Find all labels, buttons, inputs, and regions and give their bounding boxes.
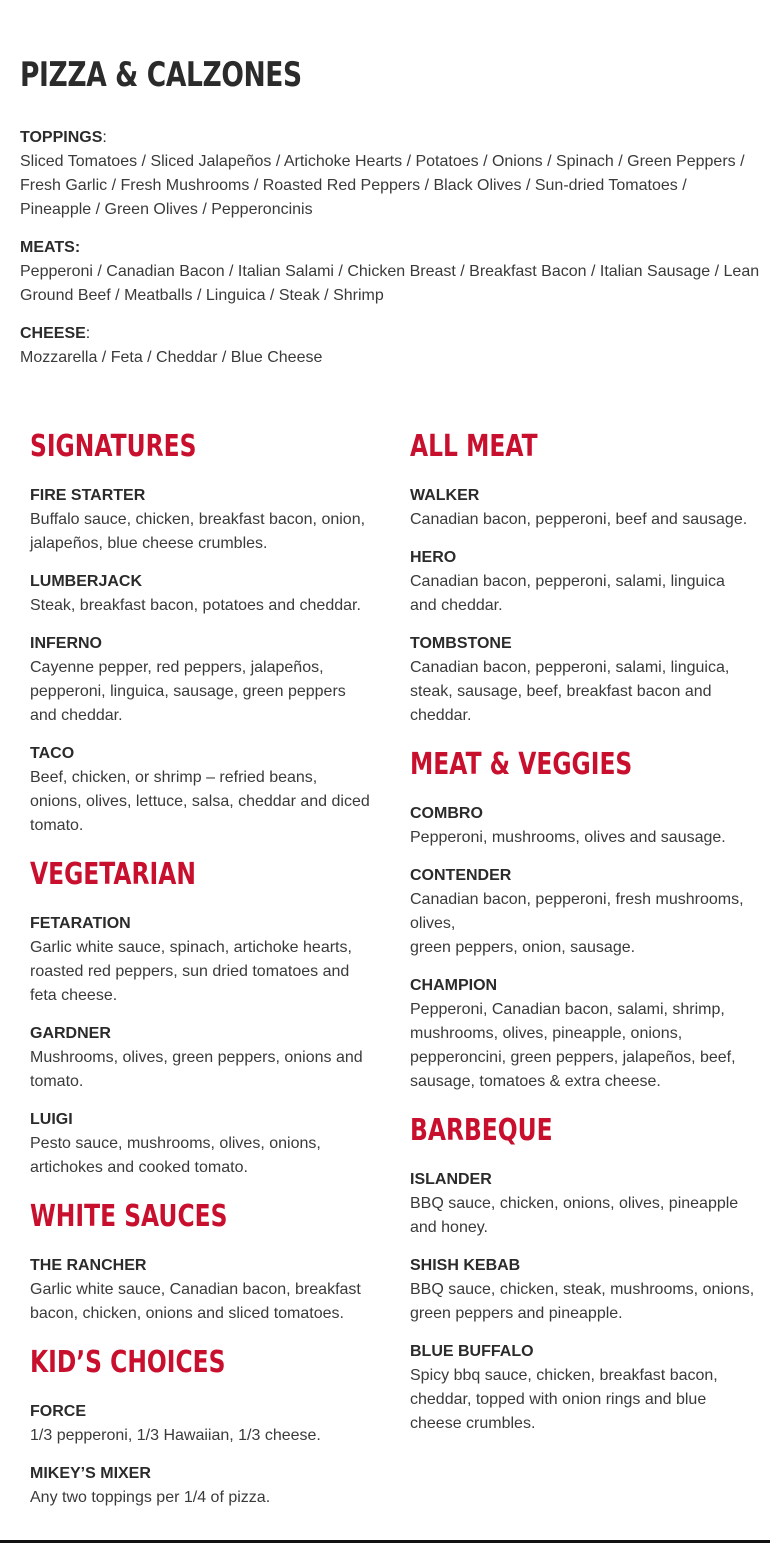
menu-item-shish-kebab [410, 1254, 755, 1326]
section-title-barbeque: BARBEQUE [410, 1113, 553, 1148]
toppings-group [20, 126, 760, 222]
menu-item-name: FORCE [30, 1403, 86, 1420]
section-title-meat-veggies: MEAT & VEGGIES [410, 747, 633, 782]
menu-item-description: Garlic white sauce, Canadian bacon, breakfast bacon, chicken, onions and sliced tomatoes. [30, 1281, 361, 1322]
menu-item-champion [410, 974, 755, 1094]
menu-item-name: MIKEY’S MIXER [30, 1465, 151, 1482]
menu-item-description: BBQ sauce, chicken, onions, olives, pineapple and honey. [410, 1195, 739, 1236]
right-menu-column [410, 424, 755, 1450]
toppings-list: Sliced Tomatoes / Sliced Jalapeños / Artichoke Hearts / Potatoes / Onions / Spinach / Green Peppers / Fresh Garlic / Fresh Mushrooms / Roasted Red Peppers / Black Olives / Sun-dried Tomatoes / Pineapple / Green Olives / Pepperoncinis [20, 153, 745, 218]
menu-item-islander [410, 1168, 755, 1240]
menu-item-name: SHISH KEBAB [410, 1257, 521, 1274]
menu-item-description: Canadian bacon, pepperoni, beef and sausage. [410, 511, 748, 528]
menu-item-hero [410, 546, 755, 618]
menu-item-name: ISLANDER [410, 1171, 492, 1188]
menu-item-description: Mushrooms, olives, green peppers, onions and tomato. [30, 1049, 363, 1090]
menu-item-gardner [30, 1022, 370, 1094]
cheese-group [20, 322, 760, 370]
menu-item-description: Cayenne pepper, red peppers, jalapeños, pepperoni, linguica, sausage, green peppers and cheddar. [30, 659, 346, 724]
menu-item-description: Pepperoni, mushrooms, olives and sausage. [410, 829, 726, 846]
menu-item-name: INFERNO [30, 635, 102, 652]
cheese-label: CHEESE [20, 325, 86, 342]
menu-item-the-rancher [30, 1254, 370, 1326]
section-title-signatures: SIGNATURES [30, 429, 197, 464]
menu-item-description: Steak, breakfast bacon, potatoes and cheddar. [30, 597, 361, 614]
menu-item-name: FIRE STARTER [30, 487, 146, 504]
menu-item-description: Canadian bacon, pepperoni, fresh mushrooms, olives, green peppers, onion, sausage. [410, 891, 744, 956]
meats-list: Pepperoni / Canadian Bacon / Italian Salami / Chicken Breast / Breakfast Bacon / Italian Sausage / Lean Ground Beef / Meatballs / Linguica / Steak / Shrimp [20, 263, 760, 304]
toppings-label-suffix: : [102, 129, 107, 146]
menu-item-combro [410, 802, 755, 850]
menu-item-description: 1/3 pepperoni, 1/3 Hawaiian, 1/3 cheese. [30, 1427, 321, 1444]
menu-item-lumberjack [30, 570, 370, 618]
menu-item-name: BLUE BUFFALO [410, 1343, 534, 1360]
menu-item-taco [30, 742, 370, 838]
menu-item-description: Spicy bbq sauce, chicken, breakfast bacon, cheddar, topped with onion rings and blue cheese crumbles. [410, 1367, 718, 1432]
menu-item-walker [410, 484, 755, 532]
menu-item-contender [410, 864, 755, 960]
menu-item-name: COMBRO [410, 805, 483, 822]
cheese-label-line [20, 322, 760, 346]
menu-item-name: TOMBSTONE [410, 635, 512, 652]
menu-item-name: WALKER [410, 487, 480, 504]
cheese-list: Mozzarella / Feta / Cheddar / Blue Cheese [20, 349, 323, 366]
menu-item-description: Canadian bacon, pepperoni, salami, linguica, steak, sausage, beef, breakfast bacon and cheddar. [410, 659, 730, 724]
menu-item-name: GARDNER [30, 1025, 111, 1042]
cheese-label-suffix: : [85, 325, 91, 342]
menu-item-description: Any two toppings per 1/4 of pizza. [30, 1489, 271, 1506]
menu-item-description: Canadian bacon, pepperoni, salami, linguica and cheddar. [410, 573, 725, 614]
menu-item-force [30, 1400, 370, 1448]
section-title-vegetarian: VEGETARIAN [30, 857, 196, 892]
meats-group [20, 236, 760, 308]
section-title-kid-s-choices: KID’S CHOICES [30, 1345, 226, 1380]
menu-item-name: LUIGI [30, 1111, 73, 1128]
menu-item-description: Buffalo sauce, chicken, breakfast bacon, onion, jalapeños, blue cheese crumbles. [30, 511, 366, 552]
menu-item-tombstone [410, 632, 755, 728]
menu-item-name: HERO [410, 549, 457, 566]
section-title-all-meat: ALL MEAT [410, 429, 538, 464]
meats-label-line [20, 236, 760, 260]
menu-item-name: CONTENDER [410, 867, 512, 884]
menu-item-name: THE RANCHER [30, 1257, 147, 1274]
menu-item-name: CHAMPION [410, 977, 498, 994]
menu-item-luigi [30, 1108, 370, 1180]
menu-item-description: Pesto sauce, mushrooms, olives, onions, artichokes and cooked tomato. [30, 1135, 321, 1176]
options-list [20, 126, 760, 384]
menu-item-name: FETARATION [30, 915, 131, 932]
left-menu-column [30, 424, 370, 1524]
menu-item-description: BBQ sauce, chicken, steak, mushrooms, onions, green peppers and pineapple. [410, 1281, 755, 1322]
toppings-label: TOPPINGS [20, 129, 103, 146]
meats-label: MEATS: [20, 239, 81, 256]
section-title-white-sauces: WHITE SAUCES [30, 1199, 228, 1234]
menu-item-name: TACO [30, 745, 75, 762]
menu-item-blue-buffalo [410, 1340, 755, 1436]
menu-item-description: Garlic white sauce, spinach, artichoke hearts, roasted red peppers, sun dried tomatoes and feta cheese. [30, 939, 352, 1004]
menu-item-mikey-s-mixer [30, 1462, 370, 1510]
page-title: PIZZA & CALZONES [20, 55, 302, 95]
menu-item-fetaration [30, 912, 370, 1008]
menu-item-inferno [30, 632, 370, 728]
menu-item-name: LUMBERJACK [30, 573, 142, 590]
menu-item-description: Pepperoni, Canadian bacon, salami, shrimp, mushrooms, olives, pineapple, onions, pepperoncini, green peppers, jalapeños, beef, sausage, tomatoes & extra cheese. [410, 1001, 736, 1090]
menu-item-fire-starter [30, 484, 370, 556]
toppings-label-line [20, 126, 760, 150]
menu-item-description: Beef, chicken, or shrimp – refried beans, onions, olives, lettuce, salsa, cheddar and diced tomato. [30, 769, 370, 834]
